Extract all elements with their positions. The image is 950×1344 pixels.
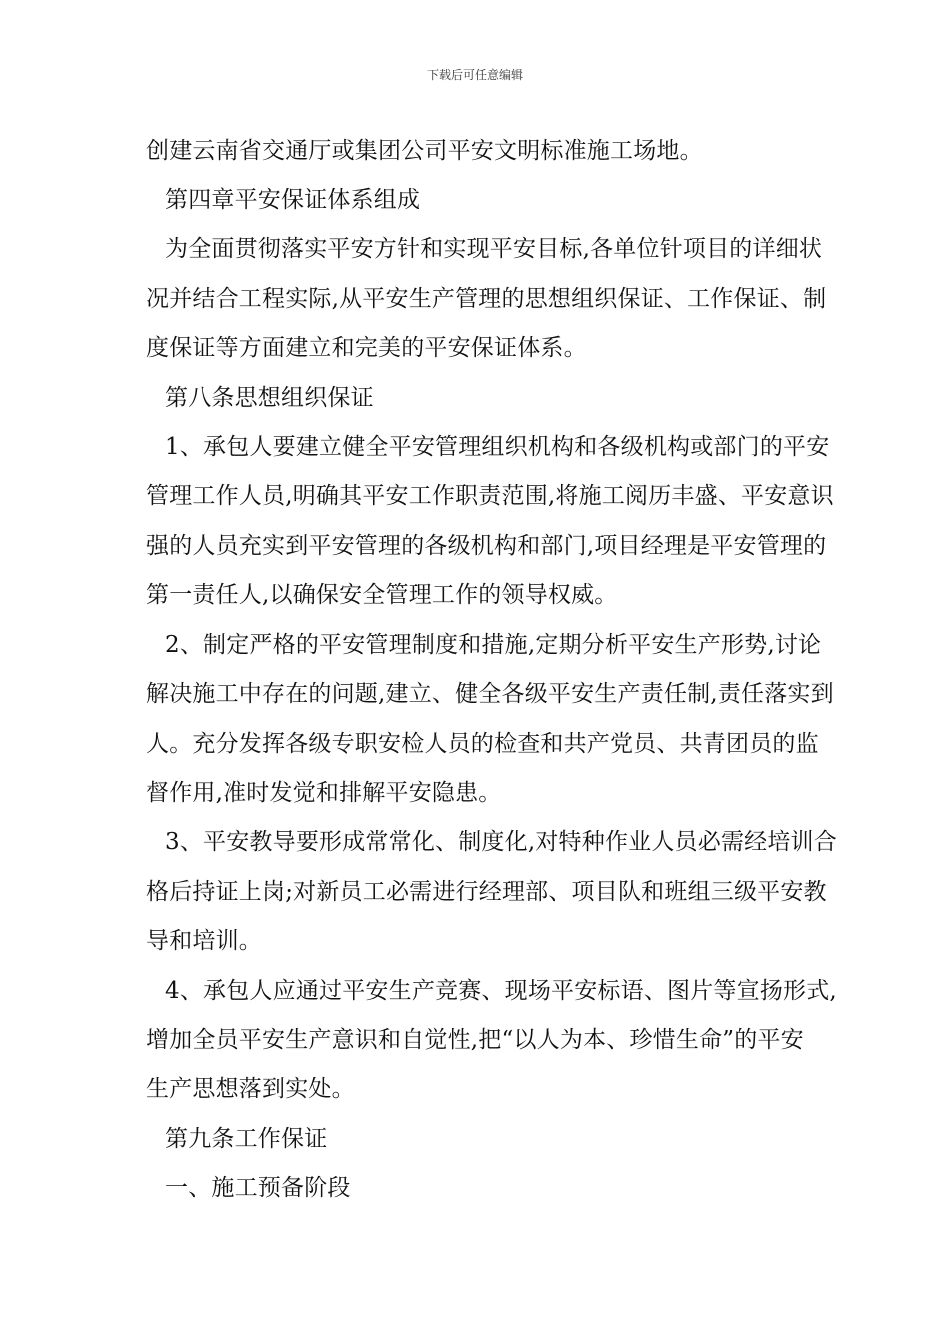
text-line: 为全面贯彻落实平安方针和实现平安目标,各单位针项目的详细状 [165, 236, 823, 262]
text-line: 创建云南省交通厅或集团公司平安文明标准施工场地。 [146, 138, 703, 164]
text-line: 强的人员充实到平安管理的各级机构和部门,项目经理是平安管理的 [146, 533, 827, 559]
text-line: 3、平安教导要形成常常化、制度化,对特种作业人员必需经培训合 [165, 829, 837, 855]
text-line: 生产思想落到实处。 [146, 1076, 355, 1102]
text-line: 解决施工中存在的问题,建立、健全各级平安生产责任制,责任落实到 [146, 681, 834, 707]
text-line: 格后持证上岗;对新员工必需进行经理部、项目队和班组三级平安教 [146, 879, 827, 905]
page-header: 下载后可任意编辑 [426, 68, 523, 82]
text-line: 导和培训。 [146, 928, 262, 954]
text-line: 4、承包人应通过平安生产竞赛、现场平安标语、图片等宣扬形式, [165, 978, 837, 1004]
text-line: 管理工作人员,明确其平安工作职责范围,将施工阅历丰盛、平安意识 [146, 483, 834, 509]
text-line: 人。充分发挥各级专职安检人员的检查和共产党员、共青团员的监 [146, 731, 819, 757]
text-line: 况并结合工程实际,从平安生产管理的思想组织保证、工作保证、制 [146, 286, 827, 312]
text-line: 增加全员平安生产意识和自觉性,把“以人为本、珍惜生命”的平安 [146, 1027, 804, 1053]
text-line: 督作用,准时发觉和排解平安隐患。 [146, 780, 502, 806]
section-heading: 一、施工预备阶段 [165, 1175, 351, 1201]
text-line: 第一责任人,以确保安全管理工作的领导权威。 [146, 582, 618, 608]
section-heading: 第八条思想组织保证 [165, 385, 374, 411]
text-line: 度保证等方面建立和完美的平安保证体系。 [146, 335, 587, 361]
section-heading: 第九条工作保证 [165, 1126, 328, 1152]
text-line: 1、承包人要建立健全平安管理组织机构和各级机构或部门的平安 [165, 434, 830, 460]
text-line: 2、制定严格的平安管理制度和措施,定期分析平安生产形势,讨论 [165, 632, 822, 658]
section-heading: 第四章平安保证体系组成 [165, 187, 421, 213]
